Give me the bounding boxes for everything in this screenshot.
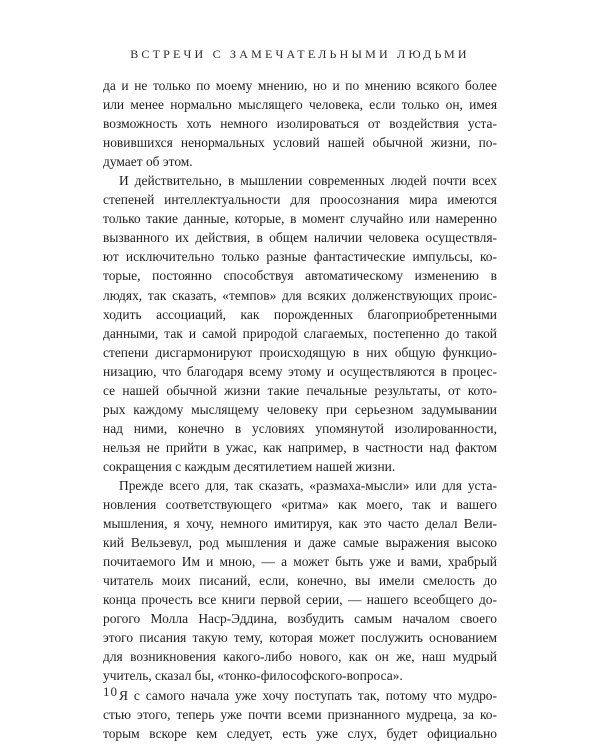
text-line: учитель, сказал бы, «тонко-философского-вопроса». (103, 668, 403, 684)
text-line: да и не только по моему мнению, но и по мнению всякого более (103, 78, 497, 93)
text-line: мышления, я хочу, немного имитируя, как это часто делал Вели- (103, 516, 497, 532)
text-line: думает об этом. (103, 154, 193, 170)
text-line: почитаемого Им и мною, — а может быть уже и вами, храбрый (103, 554, 497, 570)
text-line: Я с самого начала уже хочу поступать так, потому что мудро- (119, 687, 497, 703)
text-line: над ними, конечно в условиях упомянутой изолированности, (103, 420, 497, 436)
text-line: кий Вельзевул, род мышления и даже самые выражения высоко (103, 535, 497, 551)
text-line: рых каждому мыслящему человеку при серьезном задумывании (103, 401, 497, 417)
text-line: или менее нормально мыслящего человека, если только он, имея (103, 97, 497, 113)
text-line: торые, постоянно способствуя автоматическому изменению в (103, 268, 497, 284)
text-line: И действительно, в мышлении современных людей почти всех (119, 173, 497, 189)
text-line: се нашей обычной жизни такие печальные результаты, от кото- (103, 382, 497, 398)
text-line: только такие данные, которые, в момент случайно или намеренно (103, 211, 497, 227)
text-line: читатель моих писаний, если, конечно, вы имели смелость до (103, 573, 497, 589)
page-number: 10 (103, 684, 118, 699)
text-line: сокращения с каждым десятилетием нашей жизни. (103, 458, 396, 474)
text-line: людях, так сказать, «темпов» для всяких долженствующих проис- (103, 287, 497, 303)
running-header: ВСТРЕЧИ С ЗАМЕЧАТЕЛЬНЫМИ ЛЮДЬМИ (130, 47, 470, 61)
text-line: торым вскоре кем следует, есть уже слух, будет официально (103, 725, 497, 741)
text-line: степени дисгармонируют происходящую в них общую функцио- (103, 344, 497, 360)
body-text (103, 76, 497, 743)
text-line: конца прочесть все книги первой серии, — нашего всеобщего до- (103, 592, 497, 608)
text-line: стью этого, теперь уже почти всеми признанного мудреца, за ко- (103, 706, 497, 722)
text-line: степеней интеллектуальности для проосознания мира имеются (103, 192, 497, 208)
text-line: данными, так и самой природой слагаемых, постепенно до такой (103, 325, 497, 341)
text-line: нельзя не прийти в ужас, как например, в частности над фактом (103, 439, 497, 455)
text-line: низацию, что благодаря всему этому и осуществляются в процес- (103, 363, 497, 379)
text-line: этого писания такую тему, которая может послужить основанием (103, 630, 497, 646)
text-line: для возникновения какого-либо нового, как он же, наш мудрый (103, 649, 497, 665)
text-line: ходить ассоциаций, как порожденных благоприобретенными (103, 306, 497, 322)
text-line: рогого Молла Наср-Эддина, возбудить самым началом своего (103, 611, 497, 627)
text-line: ют исключительно только разные фантастические импульсы, ко- (103, 249, 497, 265)
text-line: новления соответствующего «ритма» как моего, так и вашего (103, 497, 497, 513)
text-line: новившихся ненормальных условий нашей обычной жизни, по- (103, 135, 497, 151)
text-line: вызванного их действия, в общем наличии человека осуществля- (103, 230, 497, 246)
text-line: Прежде всего для, так сказать, «размаха-мысли» или для уста- (119, 477, 497, 493)
text-line: возможность хоть немного изолироваться от воздействия уста- (103, 116, 497, 132)
